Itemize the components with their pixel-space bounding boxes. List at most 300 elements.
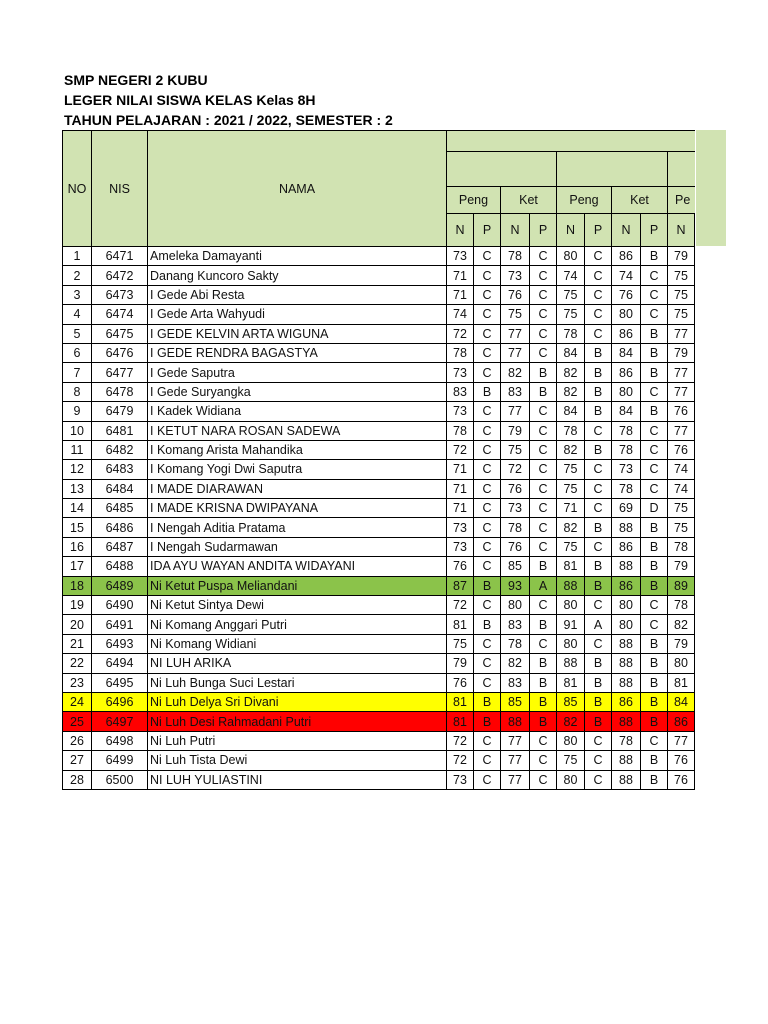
row-no: 17: [63, 557, 92, 576]
table-row: [63, 770, 695, 789]
score-value: 80: [501, 596, 530, 615]
grade-predicate: B: [641, 363, 668, 382]
grade-predicate: C: [641, 382, 668, 401]
n-header: N: [612, 214, 641, 247]
grade-predicate: B: [474, 712, 501, 731]
table-row: [63, 712, 695, 731]
grade-predicate: B: [474, 382, 501, 401]
table-row: [63, 634, 695, 653]
grade-predicate: C: [474, 421, 501, 440]
row-nis: 6497: [92, 712, 148, 731]
row-no: 13: [63, 479, 92, 498]
grade-predicate: C: [474, 440, 501, 459]
grade-predicate: C: [530, 440, 557, 459]
grade-predicate: C: [530, 634, 557, 653]
table-row: [63, 537, 695, 556]
grade-predicate: C: [585, 537, 612, 556]
score-value: 91: [557, 615, 585, 634]
p-header: P: [585, 214, 612, 247]
row-nis: 6473: [92, 285, 148, 304]
score-value: 88: [612, 751, 641, 770]
table-row: [63, 615, 695, 634]
grade-predicate: B: [641, 537, 668, 556]
score-value: 77: [668, 363, 695, 382]
table-body: [63, 247, 695, 790]
row-nis: 6476: [92, 343, 148, 362]
table-row: [63, 751, 695, 770]
col-no: NO: [63, 131, 92, 247]
grade-predicate: B: [530, 363, 557, 382]
score-value: 85: [501, 692, 530, 711]
grade-predicate: B: [474, 576, 501, 595]
grade-predicate: C: [530, 305, 557, 324]
score-value: 76: [668, 770, 695, 789]
score-value: 85: [501, 557, 530, 576]
table-row: [63, 324, 695, 343]
score-value: 81: [557, 673, 585, 692]
table-row: [63, 518, 695, 537]
row-nis: 6500: [92, 770, 148, 789]
score-value: 77: [501, 324, 530, 343]
score-value: 75: [668, 518, 695, 537]
score-value: 81: [447, 615, 474, 634]
grade-predicate: B: [585, 382, 612, 401]
score-value: 81: [447, 692, 474, 711]
score-value: 74: [668, 460, 695, 479]
score-value: 88: [612, 673, 641, 692]
p-header: P: [530, 214, 557, 247]
row-nis: 6496: [92, 692, 148, 711]
grade-predicate: C: [474, 460, 501, 479]
score-value: 69: [612, 499, 641, 518]
score-value: 75: [501, 440, 530, 459]
score-value: 78: [557, 421, 585, 440]
row-no: 18: [63, 576, 92, 595]
score-value: 80: [668, 654, 695, 673]
score-value: 75: [557, 479, 585, 498]
score-value: 84: [668, 692, 695, 711]
grade-predicate: B: [641, 634, 668, 653]
score-value: 75: [557, 305, 585, 324]
grade-predicate: B: [641, 247, 668, 266]
table-row: [63, 596, 695, 615]
grade-predicate: C: [474, 479, 501, 498]
row-nama: I Nengah Aditia Pratama: [148, 518, 447, 537]
score-value: 76: [501, 537, 530, 556]
n-header: N: [668, 214, 695, 247]
row-nis: 6499: [92, 751, 148, 770]
row-no: 25: [63, 712, 92, 731]
row-nis: 6477: [92, 363, 148, 382]
row-nama: Ni Ketut Puspa Meliandani: [148, 576, 447, 595]
table-row: [63, 402, 695, 421]
score-value: 79: [501, 421, 530, 440]
score-value: 88: [612, 634, 641, 653]
grade-predicate: C: [530, 402, 557, 421]
grade-predicate: C: [585, 770, 612, 789]
grade-predicate: C: [530, 479, 557, 498]
grade-predicate: C: [530, 324, 557, 343]
score-value: 80: [557, 634, 585, 653]
score-value: 75: [668, 266, 695, 285]
score-value: 77: [668, 421, 695, 440]
row-no: 1: [63, 247, 92, 266]
score-value: 72: [447, 731, 474, 750]
grade-predicate: B: [641, 557, 668, 576]
row-no: 12: [63, 460, 92, 479]
grade-predicate: C: [585, 460, 612, 479]
grade-predicate: C: [474, 247, 501, 266]
grade-predicate: B: [530, 673, 557, 692]
table-row: [63, 499, 695, 518]
score-value: 71: [447, 499, 474, 518]
grade-predicate: B: [641, 324, 668, 343]
score-value: 83: [501, 615, 530, 634]
score-value: 78: [612, 479, 641, 498]
grade-predicate: B: [585, 654, 612, 673]
table-row: [63, 363, 695, 382]
table-row: [63, 673, 695, 692]
score-value: 86: [612, 692, 641, 711]
grade-predicate: C: [585, 634, 612, 653]
score-value: 78: [501, 634, 530, 653]
grade-predicate: D: [641, 499, 668, 518]
score-value: 93: [501, 576, 530, 595]
score-value: 78: [557, 324, 585, 343]
row-nama: I GEDE KELVIN ARTA WIGUNA: [148, 324, 447, 343]
row-nis: 6487: [92, 537, 148, 556]
grade-predicate: C: [641, 596, 668, 615]
score-value: 76: [668, 440, 695, 459]
score-value: 80: [557, 596, 585, 615]
score-value: 82: [557, 363, 585, 382]
grade-predicate: C: [530, 731, 557, 750]
grade-predicate: C: [530, 266, 557, 285]
score-value: 81: [447, 712, 474, 731]
row-no: 20: [63, 615, 92, 634]
grade-predicate: C: [585, 479, 612, 498]
score-value: 84: [612, 402, 641, 421]
score-value: 73: [447, 518, 474, 537]
score-value: 76: [501, 285, 530, 304]
row-no: 8: [63, 382, 92, 401]
row-no: 14: [63, 499, 92, 518]
grade-predicate: C: [530, 247, 557, 266]
score-value: 72: [447, 440, 474, 459]
score-value: 78: [612, 421, 641, 440]
grade-predicate: C: [474, 634, 501, 653]
row-nis: 6478: [92, 382, 148, 401]
row-nama: I Komang Yogi Dwi Saputra: [148, 460, 447, 479]
row-nama: I Gede Abi Resta: [148, 285, 447, 304]
n-header: N: [557, 214, 585, 247]
row-nama: I Nengah Sudarmawan: [148, 537, 447, 556]
grade-predicate: C: [530, 343, 557, 362]
row-nama: Ni Luh Desi Rahmadani Putri: [148, 712, 447, 731]
score-value: 78: [501, 247, 530, 266]
row-nis: 6479: [92, 402, 148, 421]
grade-predicate: C: [530, 537, 557, 556]
grade-predicate: C: [530, 421, 557, 440]
score-value: 80: [612, 382, 641, 401]
score-value: 88: [612, 712, 641, 731]
ket-header-1: Ket: [501, 187, 557, 214]
grade-predicate: C: [474, 518, 501, 537]
score-value: 78: [612, 440, 641, 459]
grade-predicate: C: [585, 499, 612, 518]
row-no: 23: [63, 673, 92, 692]
grade-predicate: B: [530, 712, 557, 731]
table-header: [63, 131, 695, 247]
score-value: 83: [447, 382, 474, 401]
grade-predicate: C: [474, 557, 501, 576]
score-value: 77: [501, 343, 530, 362]
grade-predicate: C: [585, 731, 612, 750]
score-value: 72: [447, 751, 474, 770]
row-no: 19: [63, 596, 92, 615]
row-nis: 6475: [92, 324, 148, 343]
score-value: 77: [501, 731, 530, 750]
score-value: 71: [447, 479, 474, 498]
table-row: [63, 343, 695, 362]
row-nis: 6481: [92, 421, 148, 440]
grade-predicate: C: [474, 266, 501, 285]
grade-predicate: C: [585, 266, 612, 285]
score-value: 73: [447, 363, 474, 382]
score-value: 86: [612, 247, 641, 266]
score-value: 75: [668, 499, 695, 518]
score-value: 79: [668, 247, 695, 266]
row-no: 26: [63, 731, 92, 750]
row-no: 5: [63, 324, 92, 343]
score-value: 77: [501, 770, 530, 789]
row-no: 27: [63, 751, 92, 770]
grade-predicate: B: [530, 615, 557, 634]
table-row: [63, 576, 695, 595]
grade-predicate: B: [585, 692, 612, 711]
subject-header-1: [447, 152, 557, 187]
row-no: 9: [63, 402, 92, 421]
score-value: 75: [668, 285, 695, 304]
row-nama: Danang Kuncoro Sakty: [148, 266, 447, 285]
grade-predicate: C: [585, 596, 612, 615]
score-value: 79: [447, 654, 474, 673]
grade-predicate: C: [530, 770, 557, 789]
grade-predicate: C: [474, 654, 501, 673]
score-value: 71: [447, 460, 474, 479]
grade-predicate: B: [585, 363, 612, 382]
grade-predicate: B: [585, 440, 612, 459]
p-header: P: [641, 214, 668, 247]
row-nama: Ameleka Damayanti: [148, 247, 447, 266]
table-row: [63, 440, 695, 459]
row-nis: 6494: [92, 654, 148, 673]
score-value: 80: [612, 615, 641, 634]
score-value: 78: [447, 421, 474, 440]
row-nis: 6488: [92, 557, 148, 576]
row-nis: 6486: [92, 518, 148, 537]
row-no: 16: [63, 537, 92, 556]
row-nama: I Gede Saputra: [148, 363, 447, 382]
row-nis: 6490: [92, 596, 148, 615]
grade-predicate: C: [474, 751, 501, 770]
row-nama: Ni Luh Bunga Suci Lestari: [148, 673, 447, 692]
score-value: 77: [668, 382, 695, 401]
table-row: [63, 731, 695, 750]
peng-header-3: Pe: [668, 187, 695, 214]
row-nama: Ni Komang Anggari Putri: [148, 615, 447, 634]
row-nama: Ni Ketut Sintya Dewi: [148, 596, 447, 615]
table-row: [63, 305, 695, 324]
subject-header-2: [557, 152, 668, 187]
score-value: 77: [501, 402, 530, 421]
score-value: 76: [612, 285, 641, 304]
score-value: 81: [557, 557, 585, 576]
score-value: 79: [668, 343, 695, 362]
grade-predicate: C: [585, 247, 612, 266]
grade-predicate: B: [530, 557, 557, 576]
grade-predicate: B: [641, 692, 668, 711]
n-header: N: [447, 214, 474, 247]
row-nama: I GEDE RENDRA BAGASTYA: [148, 343, 447, 362]
score-value: 80: [557, 247, 585, 266]
score-value: 71: [447, 266, 474, 285]
peng-header-1: Peng: [447, 187, 501, 214]
grade-predicate: C: [474, 537, 501, 556]
grade-predicate: C: [585, 421, 612, 440]
score-value: 75: [668, 305, 695, 324]
grade-predicate: B: [474, 615, 501, 634]
score-value: 72: [447, 324, 474, 343]
row-nis: 6485: [92, 499, 148, 518]
grade-predicate: B: [585, 518, 612, 537]
table-row: [63, 285, 695, 304]
score-value: 75: [557, 751, 585, 770]
grade-predicate: C: [474, 596, 501, 615]
row-nama: Ni Luh Tista Dewi: [148, 751, 447, 770]
report-title: LEGER NILAI SISWA KELAS Kelas 8H: [64, 92, 316, 108]
row-no: 6: [63, 343, 92, 362]
score-value: 88: [612, 770, 641, 789]
row-no: 21: [63, 634, 92, 653]
score-value: 74: [612, 266, 641, 285]
school-name: SMP NEGERI 2 KUBU: [64, 72, 208, 88]
grade-predicate: C: [474, 285, 501, 304]
score-value: 73: [501, 266, 530, 285]
grade-predicate: B: [530, 692, 557, 711]
row-no: 3: [63, 285, 92, 304]
score-value: 76: [501, 479, 530, 498]
score-value: 86: [612, 363, 641, 382]
row-nis: 6472: [92, 266, 148, 285]
score-value: 77: [501, 751, 530, 770]
score-value: 88: [557, 576, 585, 595]
grade-predicate: C: [474, 324, 501, 343]
subject-group-header: [447, 131, 695, 152]
score-value: 76: [668, 402, 695, 421]
grade-predicate: C: [474, 770, 501, 789]
grade-predicate: B: [641, 576, 668, 595]
table-row: [63, 460, 695, 479]
score-value: 73: [447, 537, 474, 556]
row-nama: I MADE DIARAWAN: [148, 479, 447, 498]
score-value: 82: [501, 363, 530, 382]
grade-predicate: A: [585, 615, 612, 634]
score-value: 73: [501, 499, 530, 518]
grade-predicate: B: [585, 673, 612, 692]
score-value: 76: [447, 557, 474, 576]
grade-predicate: B: [641, 673, 668, 692]
row-nama: Ni Komang Widiani: [148, 634, 447, 653]
score-value: 78: [501, 518, 530, 537]
score-value: 82: [557, 712, 585, 731]
score-value: 73: [447, 770, 474, 789]
grade-predicate: B: [585, 576, 612, 595]
score-value: 72: [447, 596, 474, 615]
table-row: [63, 382, 695, 401]
grade-predicate: C: [530, 751, 557, 770]
score-value: 73: [612, 460, 641, 479]
grade-predicate: C: [585, 324, 612, 343]
score-value: 73: [447, 247, 474, 266]
score-value: 86: [612, 576, 641, 595]
score-value: 81: [668, 673, 695, 692]
score-value: 80: [557, 731, 585, 750]
grade-predicate: C: [474, 499, 501, 518]
score-value: 74: [447, 305, 474, 324]
grade-predicate: C: [641, 305, 668, 324]
grade-predicate: C: [641, 460, 668, 479]
score-value: 78: [447, 343, 474, 362]
score-value: 82: [501, 654, 530, 673]
row-nama: IDA AYU WAYAN ANDITA WIDAYANI: [148, 557, 447, 576]
grade-predicate: C: [641, 266, 668, 285]
subject-header-3: [668, 152, 695, 187]
row-no: 15: [63, 518, 92, 537]
grade-predicate: C: [641, 440, 668, 459]
score-value: 78: [668, 537, 695, 556]
score-value: 80: [612, 305, 641, 324]
row-nis: 6483: [92, 460, 148, 479]
score-value: 74: [668, 479, 695, 498]
grade-predicate: C: [641, 479, 668, 498]
score-value: 76: [668, 751, 695, 770]
grade-predicate: C: [585, 751, 612, 770]
table-row: [63, 421, 695, 440]
grade-predicate: C: [530, 596, 557, 615]
grade-predicate: B: [474, 692, 501, 711]
score-value: 83: [501, 673, 530, 692]
grade-predicate: B: [641, 712, 668, 731]
academic-year: TAHUN PELAJARAN : 2021 / 2022, SEMESTER : 2: [64, 112, 393, 128]
score-value: 75: [557, 285, 585, 304]
score-value: 82: [557, 382, 585, 401]
score-value: 71: [447, 285, 474, 304]
grade-predicate: C: [474, 402, 501, 421]
grade-predicate: C: [585, 305, 612, 324]
row-nis: 6495: [92, 673, 148, 692]
row-nama: Ni Luh Delya Sri Divani: [148, 692, 447, 711]
row-no: 24: [63, 692, 92, 711]
grade-predicate: B: [641, 343, 668, 362]
row-nama: I Komang Arista Mahandika: [148, 440, 447, 459]
row-nis: 6489: [92, 576, 148, 595]
score-value: 76: [447, 673, 474, 692]
grade-predicate: C: [641, 285, 668, 304]
row-nama: NI LUH ARIKA: [148, 654, 447, 673]
row-no: 10: [63, 421, 92, 440]
table-row: [63, 557, 695, 576]
